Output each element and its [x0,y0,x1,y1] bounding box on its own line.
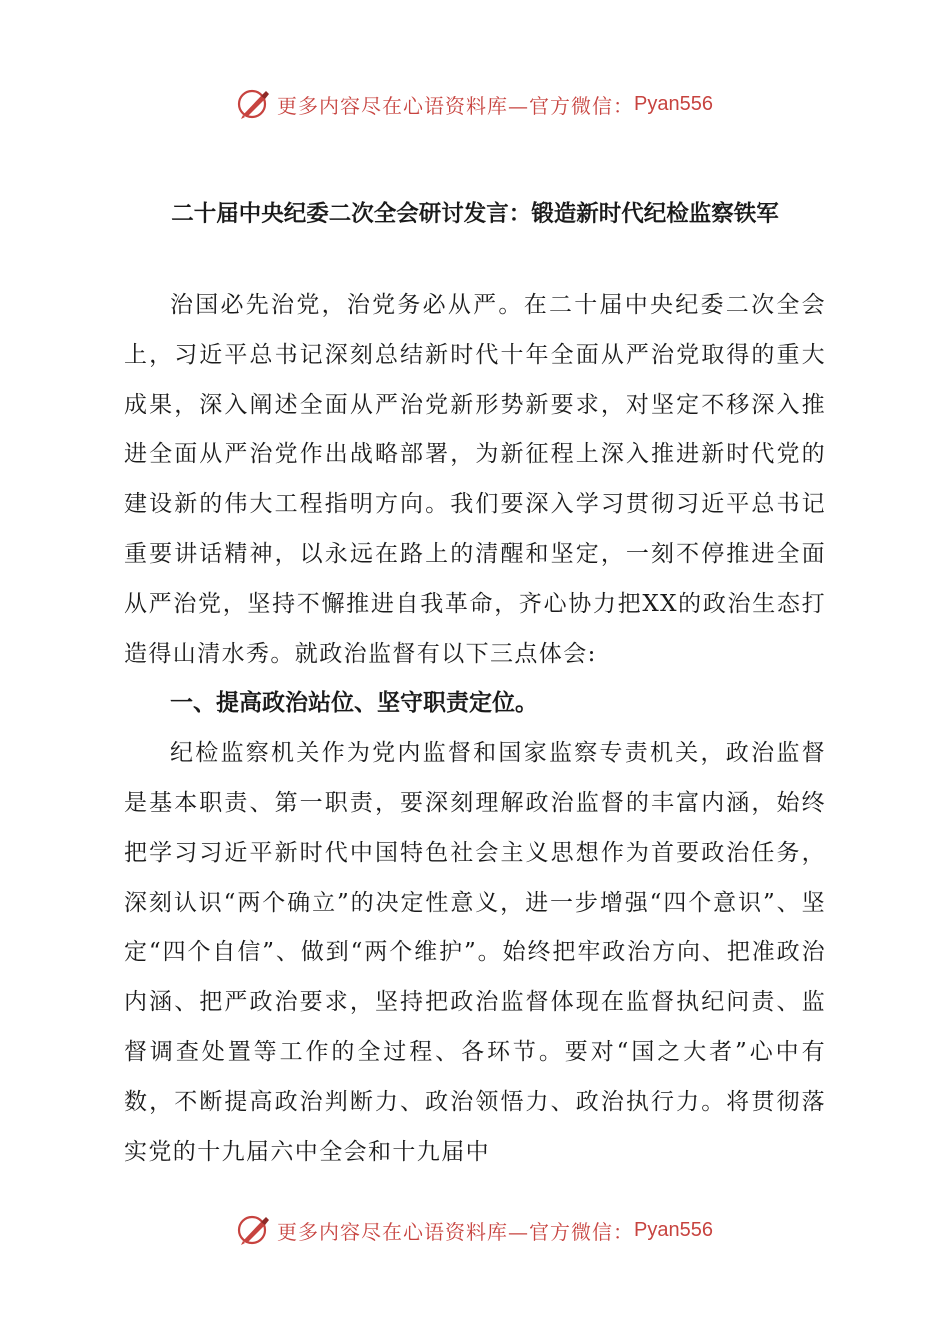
document-title: 二十届中央纪委二次全会研讨发言：锻造新时代纪检监察铁军 [171,201,779,227]
section-1-paragraph: 纪检监察机关作为党内监督和国家监察专责机关，政治监督是基本职责、第一职责，要深刻理解政治监督的丰富内涵，始终把学习习近平新时代中国特色社会主义思想作为首要政治任务，深刻认识“两个确立”的决定性意义，进一步增强“四个意识”、坚定“四个自信”、做到“两个维护”。始终把牢政治方向、把准政治内涵、把严政治要求，坚持把政治监督体现在监督执纪问责、监督调查处置等工作的全过程、各环节。要对“国之大者”心中有数，不断提高政治判断力、政治领悟力、政治执行力。将贯彻落实党的十九届六中全会和十九届中 [124,740,826,1165]
watermark-wechat-id: Pyan556 [634,92,713,115]
watermark-footer [0,1210,950,1250]
section-heading-1: 一、提高政治站位、坚守职责定位。 [170,690,538,717]
watermark-text: 更多内容尽在心语资料库—官方微信： [277,1219,635,1244]
intro-paragraph: 治国必先治党，治党务必从严。在二十届中央纪委二次全会上，习近平总书记深刻总结新时代十年全面从严治党取得的重大成果，深入阐述全面从严治党新形势新要求，对坚定不移深入推进全面从严治党作出战略部署，为新征程上深入推进新时代党的建设新的伟大工程指明方向。我们要深入学习贯彻习近平总书记重要讲话精神，以永远在路上的清醒和坚定，一刻不停推进全面从严治党，坚持不懈推进自我革命，齐心协力把XX的政治生态打造得山清水秀。就政治监督有以下三点体会: [124,292,826,667]
pen-logo-icon [237,87,271,121]
pen-logo-icon [237,1213,271,1247]
watermark-text: 更多内容尽在心语资料库—官方微信： [277,93,635,118]
watermark-wechat-id: Pyan556 [634,1218,713,1241]
watermark-header [0,84,950,124]
document-body [124,185,826,1177]
